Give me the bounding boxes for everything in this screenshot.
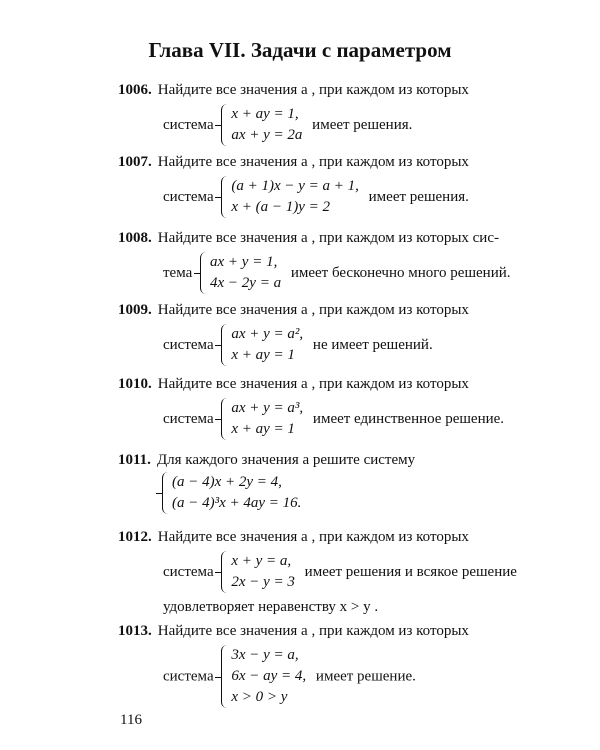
- problem-1007: [118, 152, 538, 218]
- problem-number: 1009.: [118, 302, 152, 318]
- equation-system: [221, 324, 303, 366]
- equation: (a + 1)x − y = a + 1,: [231, 178, 359, 194]
- problem-text: система: [163, 411, 214, 427]
- problem-number: 1013.: [118, 623, 152, 639]
- problem-text: имеет единственное решение.: [312, 411, 505, 427]
- equation: 3x − y = a,: [231, 647, 299, 663]
- equation: (a − 4)x + 2y = 4,: [172, 474, 282, 490]
- problem-text: система: [163, 668, 214, 685]
- problem-text: система: [163, 117, 214, 133]
- equation-system: [221, 398, 303, 440]
- page-number: 116: [120, 712, 142, 728]
- problem-1009: [118, 300, 538, 366]
- problem-text: Найдите все значения a , при каждом из которых: [157, 529, 469, 545]
- problem-text: имеет решения.: [368, 189, 469, 205]
- equation: ax + y = a²,: [231, 326, 304, 342]
- problem-text: тема: [163, 265, 193, 281]
- equation: ax + y = a³,: [231, 400, 304, 416]
- problem-1011: [118, 450, 538, 514]
- problem-text: система: [163, 337, 214, 353]
- problem-text: Найдите все значения a , при каждом из которых: [157, 623, 469, 639]
- equation: x + ay = 1: [231, 347, 295, 363]
- equation-system: [221, 176, 359, 218]
- chapter-title: Глава VII. Задачи с параметром: [148, 38, 452, 62]
- problem-number: 1011.: [118, 452, 151, 468]
- problem-number: 1008.: [118, 230, 152, 246]
- problem-text: система: [163, 189, 214, 205]
- problem-text: не имеет решений.: [312, 337, 433, 353]
- problem-1010: [118, 374, 538, 440]
- problem-number: 1012.: [118, 529, 152, 545]
- problem-1013: [118, 621, 538, 708]
- problem-1008: [118, 228, 538, 294]
- problem-number: 1006.: [118, 82, 152, 98]
- equation: 6x − ay = 4,: [231, 668, 307, 684]
- problem-text: Найдите все значения a , при каждом из которых: [157, 302, 469, 318]
- equation: x + ay = 1: [231, 421, 295, 437]
- equation: ax + y = 1,: [210, 254, 278, 270]
- equation-system: [200, 252, 281, 294]
- equation-system: [221, 104, 302, 146]
- problem-text: Найдите все значения a , при каждом из которых: [157, 82, 469, 98]
- equation: x > 0 > y: [231, 689, 288, 705]
- problem-text: удовлетворяет неравенству x > y .: [163, 599, 379, 615]
- problem-text: имеет решение.: [315, 668, 416, 685]
- equation-system: [221, 645, 306, 708]
- problem-number: 1010.: [118, 376, 152, 392]
- equation: x + ay = 1,: [231, 106, 299, 122]
- problem-1006: [118, 80, 538, 146]
- problem-text: Найдите все значения a , при каждом из которых: [157, 154, 469, 170]
- equation: 2x − y = 3: [231, 574, 295, 590]
- problem-text: система: [163, 564, 214, 580]
- problem-text: имеет решения и всякое решение: [304, 564, 517, 580]
- problem-text: имеет решения.: [312, 117, 413, 133]
- problem-1012: [118, 527, 538, 617]
- equation: x + y = a,: [231, 553, 292, 569]
- equation: ax + y = 2a: [231, 127, 303, 143]
- problem-text: Для каждого значения a решите систему: [156, 452, 416, 468]
- problem-number: 1007.: [118, 154, 152, 170]
- equation: x + (a − 1)y = 2: [231, 199, 331, 215]
- problem-text: Найдите все значения a , при каждом из которых: [157, 376, 469, 392]
- equation: 4x − 2y = a: [210, 275, 282, 291]
- equation-system: [162, 472, 301, 514]
- equation-system: [221, 551, 295, 593]
- problem-text: Найдите все значения a , при каждом из которых сис-: [157, 230, 499, 246]
- equation: (a − 4)³x + 4ay = 16.: [172, 495, 302, 511]
- problem-text: имеет бесконечно много решений.: [290, 265, 511, 281]
